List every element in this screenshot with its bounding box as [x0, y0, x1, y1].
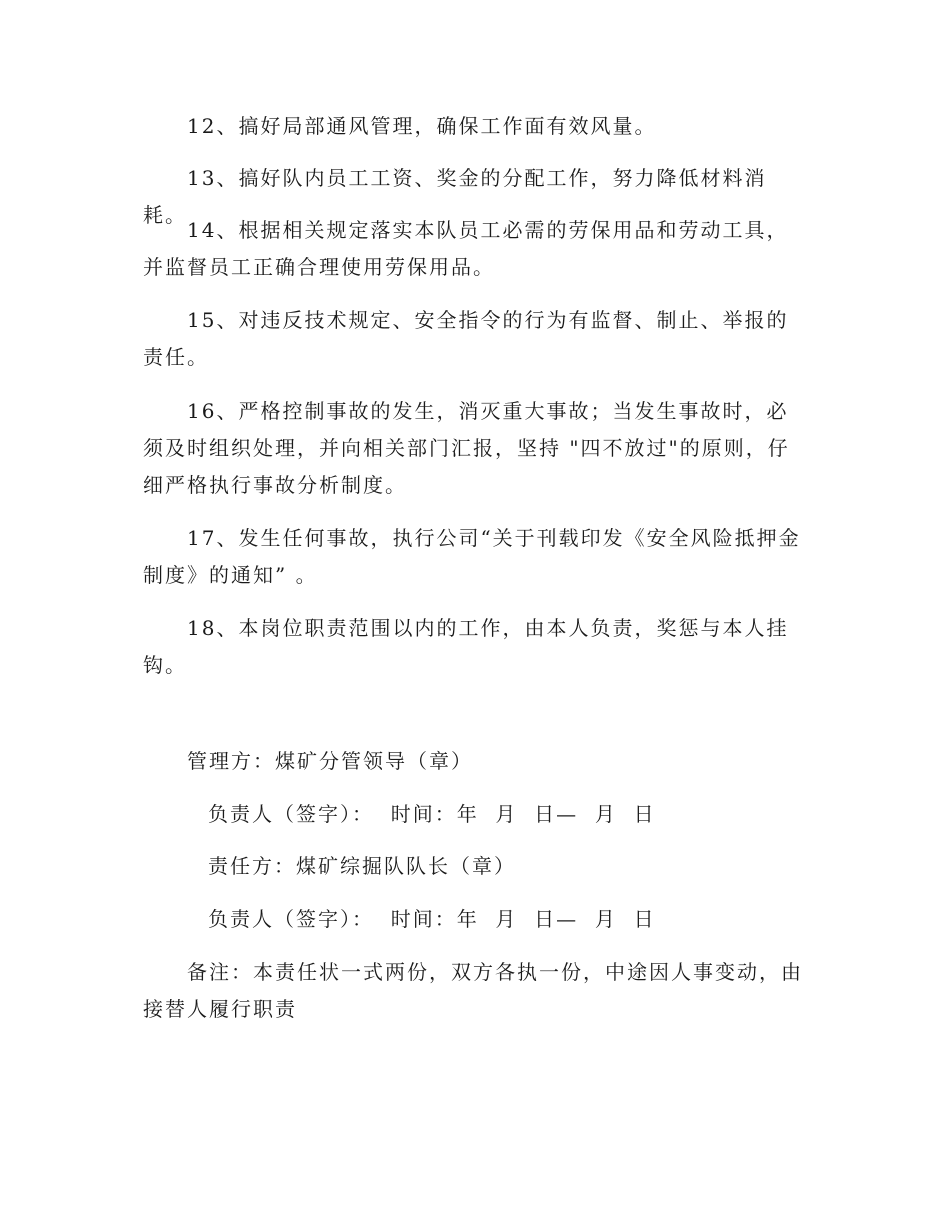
clause-17: 17、发生任何事故，执行公司“关于刊载印发《安全风险抵押金制度》的通知” 。 — [143, 526, 801, 587]
clause-14: 14、根据相关规定落实本队员工必需的劳保用品和劳动工具，并监督员工正确合理使用劳保用品。 — [143, 218, 789, 279]
manager-party: 管理方：煤矿分管领导（章） — [187, 749, 473, 773]
remark-note: 备注：本责任状一式两份，双方各执一份，中途因人事变动，由接替人履行职责 — [143, 960, 803, 1021]
clause-15: 15、对违反技术规定、安全指令的行为有监督、制止、举报的责任。 — [143, 308, 789, 369]
responsible-party: 责任方：煤矿综掘队队长（章） — [208, 854, 516, 878]
clause-16: 16、严格控制事故的发生，消灭重大事故；当发生事故时，必须及时组织处理，并向相关部门汇报，坚持 "四不放过"的原则，仔细严格执行事故分析制度。 — [143, 399, 790, 497]
clause-18: 18、本岗位职责范围以内的工作，由本人负责，奖惩与本人挂钩。 — [143, 616, 789, 677]
manager-signature-line: 负责人（签字）： 时间：年 月 日— 月 日 — [208, 802, 656, 826]
clause-12: 12、搞好局部通风管理，确保工作面有效风量。 — [187, 114, 657, 138]
responsible-signature-line: 负责人（签字）： 时间：年 月 日— 月 日 — [208, 907, 656, 931]
clause-13: 13、搞好队内员工工资、奖金的分配工作，努力降低材料消耗。 — [143, 166, 767, 227]
